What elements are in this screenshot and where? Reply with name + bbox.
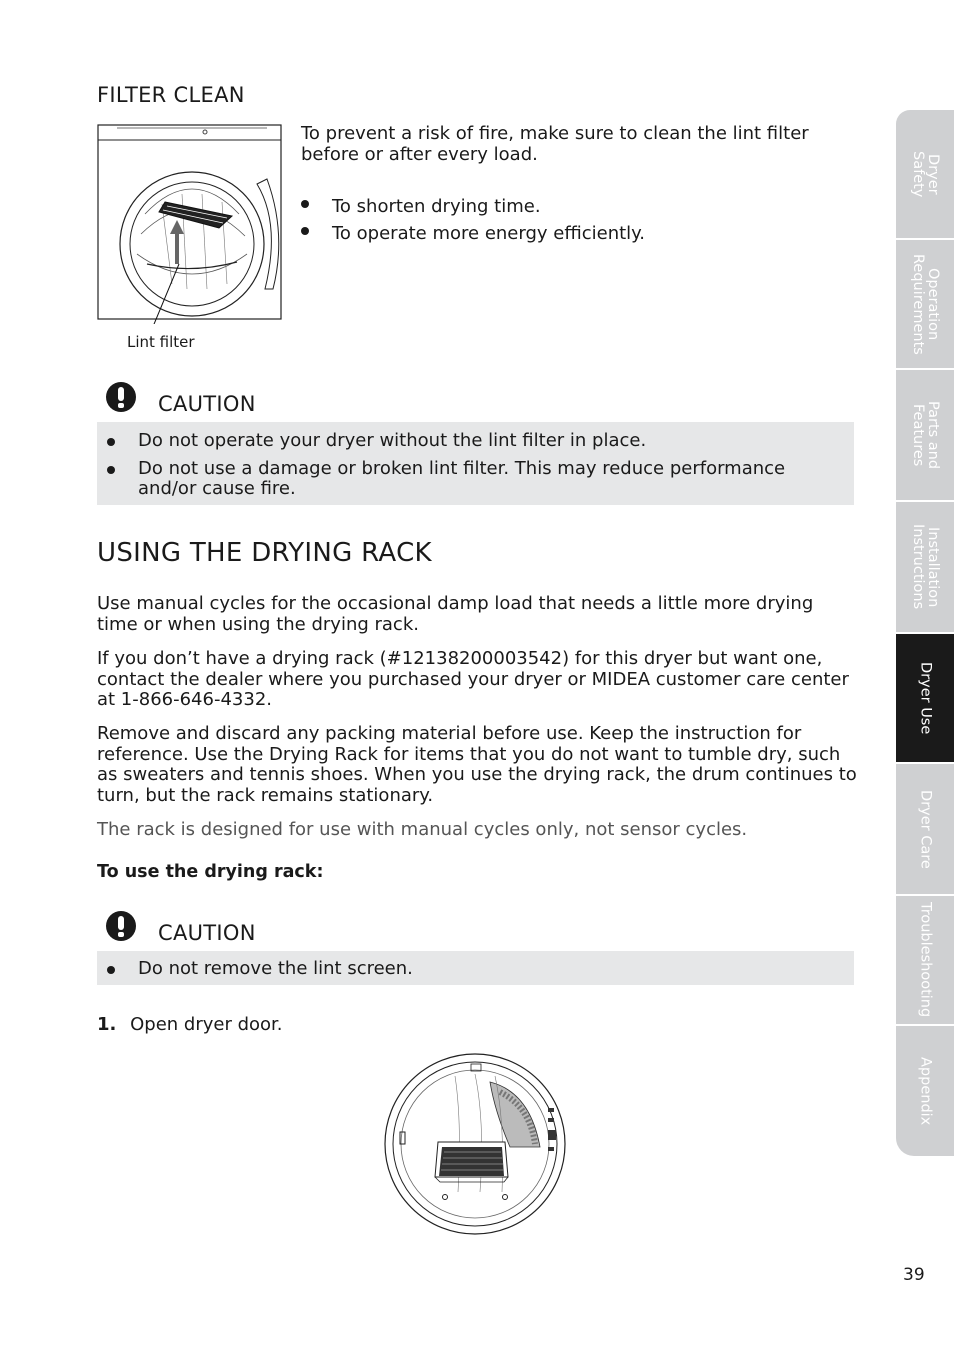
paragraph: If you don’t have a drying rack (#12138200003542) for this dryer but want one, contact the dealer where you purchased your dryer or MIDEA customer care center at 1-866-646-4332. xyxy=(97,648,849,710)
tab-appendix[interactable] xyxy=(896,1026,954,1156)
section-heading: USING THE DRYING RACK xyxy=(97,538,432,568)
caution-box xyxy=(97,951,854,985)
tab-label: Dryer Safety xyxy=(910,150,941,198)
caution-title: CAUTION xyxy=(158,921,256,945)
list-item: To shorten drying time. xyxy=(296,193,836,220)
tab-dryer-use[interactable] xyxy=(896,634,954,764)
tab-label: Operation Requirements xyxy=(910,253,941,355)
lint-filter-illustration xyxy=(97,124,283,324)
filter-clean-heading: FILTER CLEAN xyxy=(97,83,245,107)
tab-label: Dryer Use xyxy=(917,661,934,735)
lint-filter-label: Lint filter xyxy=(127,333,195,351)
tab-label: Dryer Care xyxy=(917,789,934,869)
caution-icon xyxy=(106,382,136,412)
paragraph: Use manual cycles for the occasional damp load that needs a little more drying time or when using the drying rack. xyxy=(97,593,814,635)
step-text: Open dryer door. xyxy=(130,1014,283,1035)
filter-clean-bullets xyxy=(296,193,836,247)
dryer-drum-illustration xyxy=(380,1052,570,1236)
caution-icon xyxy=(106,911,136,941)
filter-clean-intro: To prevent a risk of fire, make sure to clean the lint filter before or after every load. xyxy=(301,123,809,165)
page-number: 39 xyxy=(903,1265,925,1285)
tab-dryer-safety[interactable] xyxy=(896,110,954,240)
list-item: To operate more energy efficiently. xyxy=(296,220,836,247)
caution-title: CAUTION xyxy=(158,392,256,416)
tab-parts-and-features[interactable] xyxy=(896,370,954,502)
step-1 xyxy=(97,1015,283,1036)
tab-label: Parts and Features xyxy=(910,400,941,470)
tab-dryer-care[interactable] xyxy=(896,764,954,896)
tab-label: Appendix xyxy=(917,1056,934,1126)
tab-label: Installation Instructions xyxy=(910,524,941,610)
subheading: To use the drying rack: xyxy=(97,862,324,882)
caution-box xyxy=(97,422,854,505)
tab-label: Troubleshooting xyxy=(917,902,934,1018)
note: The rack is designed for use with manual cycles only, not sensor cycles. xyxy=(97,819,748,840)
list-item: Do not use a damage or broken lint filter. This may reduce performance and/or cause fire. xyxy=(102,459,802,500)
step-number: 1. xyxy=(97,1014,117,1035)
list-item: Do not remove the lint screen. xyxy=(102,959,802,980)
tab-operation-requirements[interactable] xyxy=(896,240,954,370)
tab-installation-instructions[interactable] xyxy=(896,502,954,634)
tab-troubleshooting[interactable] xyxy=(896,896,954,1026)
list-item: Do not operate your dryer without the lint filter in place. xyxy=(102,431,802,452)
paragraph: Remove and discard any packing material before use. Keep the instruction for reference. Use the Drying Rack for items that you do not want to tumble dry, such as sweaters and tennis shoes. When you use the drying rack, the drum continues to turn, but the rack remains stationary. xyxy=(97,723,857,806)
